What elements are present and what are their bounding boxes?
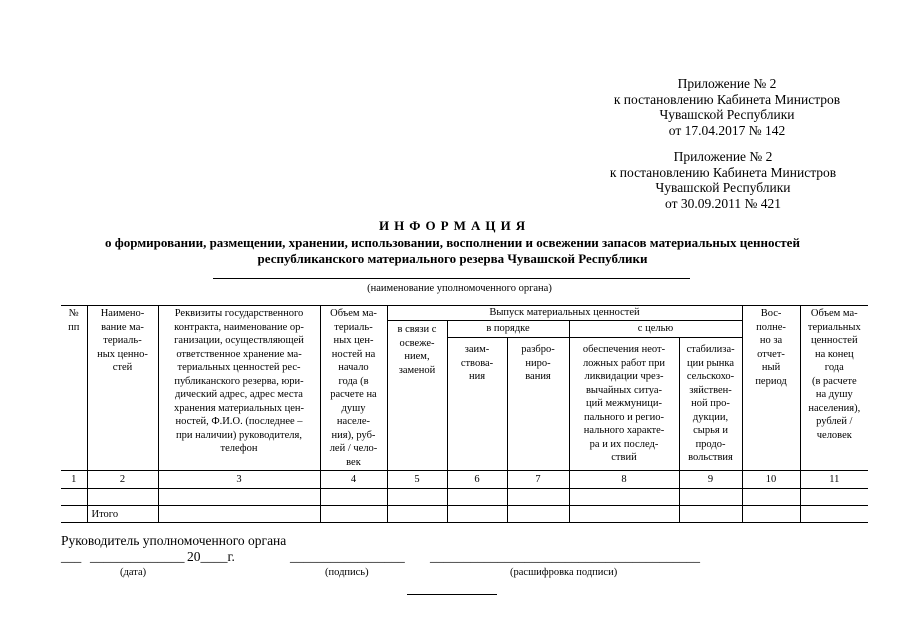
column-number-cell: 10 (742, 471, 800, 489)
header-replenished: Вос- полне- но за отчет- ный период (742, 306, 800, 471)
header-volume-start: Объем ма- териаль- ных цен- ностей на начало года (в расчете на душу населе- ния), руб- лей / чело- век (320, 306, 387, 471)
column-number-cell: 4 (320, 471, 387, 489)
header-name: Наимено- вание ма- териаль- ных ценно- стей (87, 306, 158, 471)
empty-cell (742, 506, 800, 523)
signature-caption: (подпись) (325, 567, 369, 578)
document-subtitle-line-2: республиканского материального резерва Чувашской Республики (257, 251, 648, 266)
header-release-order-group: в порядке (447, 321, 569, 338)
empty-cell (507, 489, 569, 506)
head-signature-label: Руководитель уполномоченного органа (61, 533, 287, 548)
empty-cell (320, 506, 387, 523)
document-heading (0, 218, 905, 268)
empty-cell (387, 506, 447, 523)
table-header-row (61, 306, 868, 321)
header-release-borrowing: заим- ствова- ния (447, 338, 507, 471)
column-number-cell: 1 (61, 471, 87, 489)
document-title: И Н Ф О Р М А Ц И Я (378, 218, 527, 233)
appendix-republic-line: Чувашской Республики (655, 180, 791, 195)
appendix-date-line: от 17.04.2017 № 142 (668, 122, 786, 138)
appendix-amended (590, 76, 864, 138)
empty-cell (158, 489, 320, 506)
date-year-field: 20____г. (187, 549, 235, 564)
document-subtitle-line-1: о формировании, размещении, хранении, использовании, восполнении и освежении запасов материальных ценностей (105, 234, 800, 250)
date-caption: (дата) (120, 567, 147, 578)
empty-cell (447, 489, 507, 506)
header-release-unreserving: разбро- ниро- вания (507, 338, 569, 471)
column-number-cell: 6 (447, 471, 507, 489)
data-row (61, 489, 868, 506)
signature-blank: _________________ (290, 549, 405, 564)
header-release-group: Выпуск материальных ценностей (387, 306, 742, 321)
header-contract-details: Реквизиты государственного контракта, наименование ор- ганизации, осуществляющей ответственное хранение ма- териальных ценностей рес- публиканского резерва, юри- дический адрес, адрес места хранения материальных цен- ностей, Ф.И.О. (последнее – при наличии) руководителя, телефон (158, 306, 320, 471)
column-number-cell: 11 (800, 471, 868, 489)
header-volume-end: Объем ма- териальных ценностей на конец года (в расчете на душу населения), рублей / человек (800, 306, 868, 471)
appendix-resolution-line: к постановлению Кабинета Министров (613, 91, 841, 107)
footer-separator-line (407, 594, 497, 595)
appendix-title: Приложение № 2 (673, 149, 773, 164)
empty-cell (679, 489, 742, 506)
appendix-resolution-line: к постановлению Кабинета Министров (609, 164, 837, 180)
organ-name-caption: (наименование уполномоченного органа) (367, 283, 552, 294)
empty-cell (507, 506, 569, 523)
column-numbers-row (61, 471, 868, 489)
date-day-blank: ___ (61, 549, 82, 564)
empty-cell (800, 489, 868, 506)
empty-cell (158, 506, 320, 523)
empty-cell (800, 506, 868, 523)
empty-cell (61, 506, 87, 523)
empty-cell (387, 489, 447, 506)
header-release-purpose-group: с целью (569, 321, 742, 338)
appendix-date-line: от 30.09.2011 № 421 (665, 195, 781, 211)
header-release-emergency: обеспечения неот- ложных работ при ликвидации чрез- вычайных ситуа- ций межмуници- пального и регио- нального характе- ра и их послед- ствий (569, 338, 679, 471)
empty-cell (61, 489, 87, 506)
empty-cell (320, 489, 387, 506)
empty-cell (569, 489, 679, 506)
empty-cell (569, 506, 679, 523)
empty-cell (447, 506, 507, 523)
total-label: Итого (87, 506, 158, 523)
empty-cell (679, 506, 742, 523)
total-row (61, 506, 868, 523)
header-number: № пп (61, 306, 87, 471)
column-number-cell: 5 (387, 471, 447, 489)
name-caption: (расшифровка подписи) (510, 567, 618, 578)
organ-name-line (213, 278, 690, 279)
column-number-cell: 7 (507, 471, 569, 489)
appendix-title: Приложение № 2 (677, 76, 777, 91)
appendix-original (586, 149, 860, 211)
date-month-blank: ______________ (90, 549, 185, 564)
appendix-republic-line: Чувашской Республики (659, 107, 795, 122)
reserve-table (61, 305, 868, 523)
empty-cell (742, 489, 800, 506)
column-number-cell: 3 (158, 471, 320, 489)
signature-name-blank: ________________________________________ (430, 549, 700, 564)
header-release-refresh: в связи с освеже- нием, заменой (387, 321, 447, 471)
column-number-cell: 9 (679, 471, 742, 489)
column-number-cell: 2 (87, 471, 158, 489)
header-release-market: стабилиза- ции рынка сельскохо- зяйствен- ной про- дукции, сырья и продо- вольствия (679, 338, 742, 471)
column-number-cell: 8 (569, 471, 679, 489)
empty-cell (87, 489, 158, 506)
